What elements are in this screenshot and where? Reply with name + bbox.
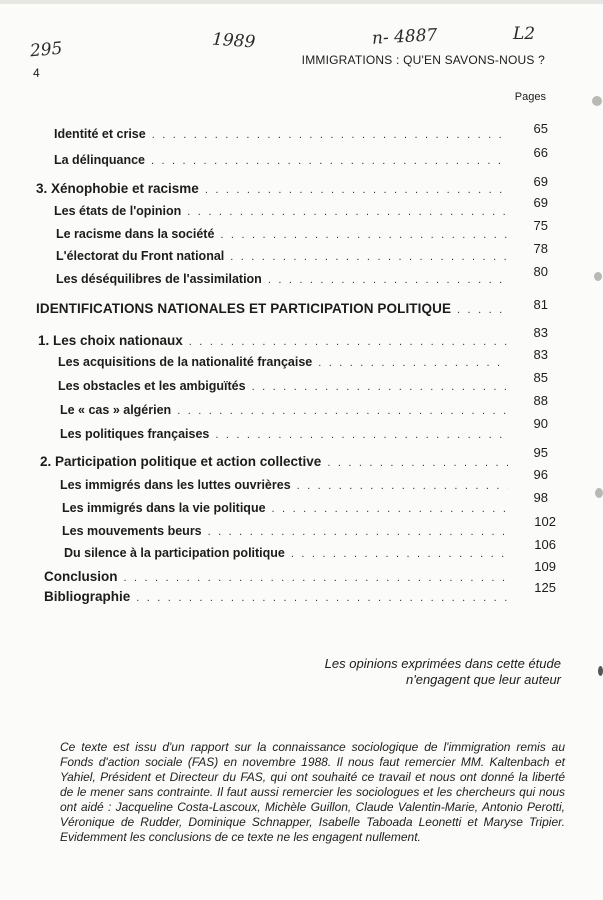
toc-title: Le « cas » algérien (60, 403, 172, 417)
leader-dots (297, 480, 508, 492)
leader-dots (272, 503, 508, 515)
scan-speck (592, 96, 602, 106)
toc-title: La délinquance (54, 153, 145, 167)
toc-title: Les immigrés dans la vie politique (62, 501, 266, 515)
toc-title: Les politiques françaises (60, 427, 210, 441)
toc-title: Identité et crise (54, 127, 146, 141)
toc-entry (62, 501, 514, 515)
toc-page: 83 (533, 325, 548, 340)
toc-page: 98 (533, 490, 548, 505)
toc-page: 95 (533, 445, 548, 460)
toc-title: Le racisme dans la société (56, 227, 215, 241)
toc-title: Conclusion (44, 569, 118, 584)
toc-entry (64, 546, 514, 560)
scan-speck (598, 666, 603, 676)
toc-title: IDENTIFICATIONS NATIONALES ET PARTICIPATION POLITIQUE (36, 301, 452, 316)
toc-page: 78 (533, 241, 548, 256)
leader-dots (189, 336, 508, 348)
handwritten-year: 1989 (211, 29, 256, 53)
toc-entry (44, 569, 516, 584)
toc-entry (58, 355, 514, 369)
toc-page: 66 (533, 145, 548, 160)
scan-speck (595, 488, 603, 498)
origin-note: Ce texte est issu d'un rapport sur la connaissance sociologique de l'immigration remis au Fonds d'action sociale (FAS) en novembre 1988. Il nous faut remercier MM. Kaltenbach et Yahiel, Président et Directeur du FAS, qui ont souhaité ce travail et nous ont donné la liberté de le mener sans contrainte. Il faut aussi remercier les sociologues et les chercheurs qui nous ont aidé : Jacqueline Costa-Lascoux, Michèle Guillon, Claude Valentin-Marie, Antonio Perotti, Véronique de Rudder, Dominique Schnapper, Isabelle Taboada Leonetti et Maryse Tripier. Evidemment les conclusions de ce texte ne les engagent nullement. (60, 740, 565, 844)
leader-dots (208, 526, 508, 538)
scan-edge (0, 0, 603, 4)
toc-entry (60, 478, 514, 492)
toc-page: 88 (533, 393, 548, 408)
handwritten-mark: L2 (513, 24, 536, 44)
author-disclaimer (325, 656, 561, 688)
disclaimer-line: n'engagent que leur auteur (406, 672, 561, 687)
handwritten-catalog-no: n- 4887 (371, 25, 438, 49)
leader-dots (220, 229, 508, 241)
toc-page: 81 (533, 297, 548, 312)
toc-title: Les déséquilibres de l'assimilation (56, 272, 262, 286)
leader-dots (327, 457, 508, 469)
toc-title: 1. Les choix nationaux (38, 333, 183, 348)
toc-entry (44, 589, 516, 604)
toc-title: Du silence à la participation politique (64, 546, 285, 560)
leader-dots (187, 206, 508, 218)
toc-entry (56, 272, 514, 286)
leader-dots (230, 251, 508, 263)
toc-title: Les mouvements beurs (62, 524, 202, 538)
toc-title: L'électorat du Front national (56, 249, 225, 263)
leader-dots (457, 304, 510, 316)
toc-page: 83 (533, 347, 548, 362)
toc-title: Bibliographie (44, 589, 131, 604)
toc-entry (58, 379, 514, 393)
leader-dots (136, 592, 510, 604)
toc-page: 109 (534, 559, 556, 574)
toc-page: 85 (533, 370, 548, 385)
scan-speck (594, 272, 602, 281)
leader-dots (268, 274, 508, 286)
leader-dots (252, 381, 508, 393)
pages-column-label: Pages (514, 91, 546, 103)
toc-entry (60, 427, 514, 441)
toc-page: 90 (533, 416, 548, 431)
toc-page: 80 (533, 264, 548, 279)
toc-page: 125 (534, 580, 556, 595)
leader-dots (177, 405, 508, 417)
leader-dots (318, 357, 508, 369)
leader-dots (151, 155, 508, 167)
disclaimer-line: Les opinions exprimées dans cette étude (324, 656, 561, 671)
toc-entry (36, 181, 514, 196)
leader-dots (205, 184, 508, 196)
running-title: IMMIGRATIONS : QU'EN SAVONS-NOUS ? (301, 53, 545, 67)
toc-entry (56, 249, 514, 263)
leader-dots (291, 548, 508, 560)
toc-title: Les immigrés dans les luttes ouvrières (60, 478, 291, 492)
leader-dots (124, 572, 511, 584)
toc-entry (60, 403, 514, 417)
toc-entry (38, 333, 514, 348)
toc-entry (36, 301, 516, 316)
toc-entry (62, 524, 514, 538)
toc-page: 65 (533, 121, 548, 136)
toc-entry (56, 227, 514, 241)
toc-title: Les acquisitions de la nationalité française (58, 355, 313, 369)
toc-title: 3. Xénophobie et racisme (36, 181, 199, 196)
toc-page: 75 (533, 218, 548, 233)
toc-page: 102 (534, 514, 556, 529)
toc-page: 69 (533, 195, 548, 210)
page-number: 4 (33, 66, 40, 80)
toc-title: 2. Participation politique et action collective (40, 454, 322, 469)
toc-page: 69 (533, 174, 548, 189)
toc-page: 96 (533, 467, 548, 482)
toc-title: Les obstacles et les ambiguïtés (58, 379, 246, 393)
toc-entry (54, 127, 514, 141)
toc-entry (54, 153, 514, 167)
leader-dots (215, 429, 508, 441)
leader-dots (152, 129, 508, 141)
toc-title: Les états de l'opinion (54, 204, 182, 218)
toc-entry (40, 454, 514, 469)
toc-page: 106 (534, 537, 556, 552)
handwritten-ref: 295 (29, 38, 64, 62)
toc-entry (54, 204, 514, 218)
